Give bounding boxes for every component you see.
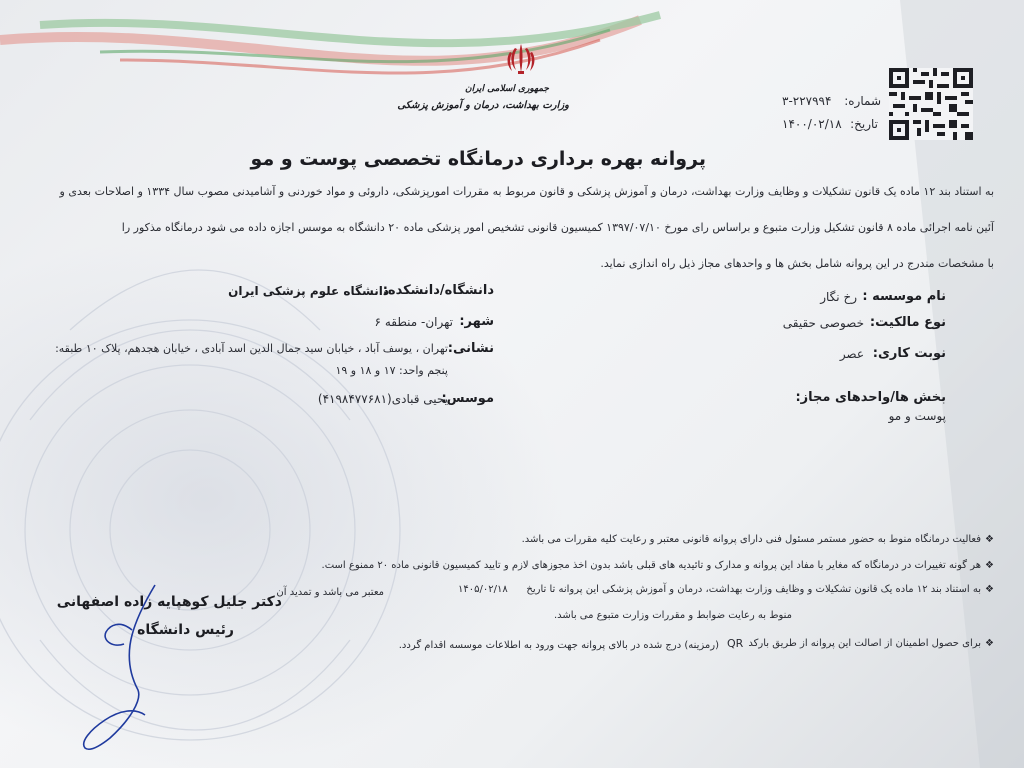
- number-label: شماره:: [844, 94, 881, 108]
- date-label: تاریخ:: [850, 117, 878, 131]
- address-line-2: پنجم واحد: ۱۷ و ۱۸ و ۱۹: [335, 364, 448, 377]
- address-line-1: تهران ، یوسف آباد ، خیابان سید جمال الدین اسد آبادی ، خیابان هجدهم، پلاک ۱۰ طبقه:: [55, 342, 448, 355]
- founder-label: موسس:: [441, 391, 494, 406]
- institution-value: رخ نگار: [820, 290, 857, 304]
- bullet-icon: ❖: [985, 638, 994, 649]
- shift-label: نوبت کاری:: [872, 346, 946, 361]
- note-4: [748, 638, 994, 649]
- org-name-line2: وزارت بهداشت، درمان و آموزش پزشکی: [397, 100, 569, 111]
- note-3: [526, 584, 994, 595]
- note-2-text: هر گونه تغییرات در درمانگاه که مغایر با مفاد این پروانه و مدارک و تائیدیه های قبلی باشد بدون اخذ مجوزهای لازم و تایید کمیسیون قانونی ماده ۲۰ ممنوع است.: [321, 560, 982, 571]
- intro-line-2: آئین نامه اجرائی ماده ۸ قانون تشکیل وزارت متبوع و براساس رای مورخ ۱۳۹۷/۰۷/۱۰ کمیسیون قانونی تشخیص امور پزشکی ماده ۲۰ دانشگاه به موسس اجازه داده می شود درمانگاه مذکور را: [121, 221, 994, 234]
- note-4-tail: (رمزینه) درج شده در بالای پروانه جهت ورود به اطلاعات موسسه اقدام گردد.: [398, 640, 719, 651]
- note-3-date: ۱۴۰۵/۰۲/۱۸: [458, 584, 508, 595]
- units-value: پوست و مو: [888, 409, 946, 423]
- institution-label: نام موسسه :: [862, 289, 946, 304]
- shift-value: عصر: [839, 347, 864, 361]
- intro-line-3: با مشخصات مندرج در این پروانه شامل بخش ها و واحدهای مجاز ذیل راه اندازی نماید.: [600, 257, 994, 270]
- note-3-line-2: منوط به رعایت ضوابط و مقررات وزارت متبوع می باشد.: [553, 610, 792, 621]
- bullet-icon: ❖: [985, 560, 994, 571]
- iran-emblem-icon: [506, 42, 536, 76]
- address-label: نشانی:: [447, 341, 494, 356]
- note-1-text: فعالیت درمانگاه منوط به حضور مستمر مسئول فنی دارای پروانه قانونی معتبر و رعایت کلیه مقررات می باشد.: [521, 534, 982, 545]
- note-3-text: به استناد بند ۱۲ ماده یک قانون تشکیلات و وظایف وزارت بهداشت، درمان و آموزش پزشکی این پروانه تا تاریخ: [526, 584, 982, 595]
- signatory-name: دکتر جلیل کوهپایه زاده اصفهانی: [56, 594, 282, 610]
- date-value: ۱۴۰۰/۰۲/۱۸: [782, 117, 842, 131]
- note-2: [322, 560, 994, 571]
- org-name-line1: جمهوری اسلامی ایران: [464, 84, 549, 94]
- ownership-value: خصوصی حقیقی: [782, 316, 864, 330]
- intro-line-1: به استناد بند ۱۲ ماده یک قانون تشکیلات و وظایف وزارت بهداشت، درمان و آموزش پزشکی و قانون مربوط به مقررات امورپزشکی، داروئی و مواد خوردنی و آشامیدنی مصوب سال ۱۳۳۴ و اصلاحات بعدی و: [59, 185, 994, 198]
- city-value: تهران- منطقه ۶: [374, 315, 453, 329]
- note-3-tail: معتبر می باشد و تمدید آن: [276, 587, 384, 598]
- units-label: بخش ها/واحدهای مجاز:: [795, 390, 946, 405]
- bullet-icon: ❖: [985, 584, 994, 595]
- qr-code-icon[interactable]: [889, 68, 973, 140]
- signatory-role: رئیس دانشگاه: [137, 622, 234, 638]
- university-label: دانشگاه/دانشکده:: [382, 283, 494, 298]
- city-label: شهر:: [459, 314, 494, 329]
- note-4-qr: QR: [727, 637, 744, 650]
- bullet-icon: ❖: [985, 534, 994, 545]
- university-value: دانشگاه علوم پزشکی ایران: [228, 284, 389, 298]
- note-4-text: برای حصول اطمینان از اصالت این پروانه از طریق بارکد: [748, 638, 982, 649]
- ownership-label: نوع مالکیت:: [869, 315, 946, 330]
- note-1: [522, 534, 994, 545]
- page-title: پروانه بهره برداری درمانگاه تخصصی پوست و مو: [250, 148, 706, 170]
- founder-value: یحیی قبادی(۴۱۹۸۴۷۷۶۸۱): [317, 392, 448, 406]
- signature-mark: [60, 570, 210, 760]
- number-value: ۳-۲۲۷۹۹۴: [782, 94, 832, 108]
